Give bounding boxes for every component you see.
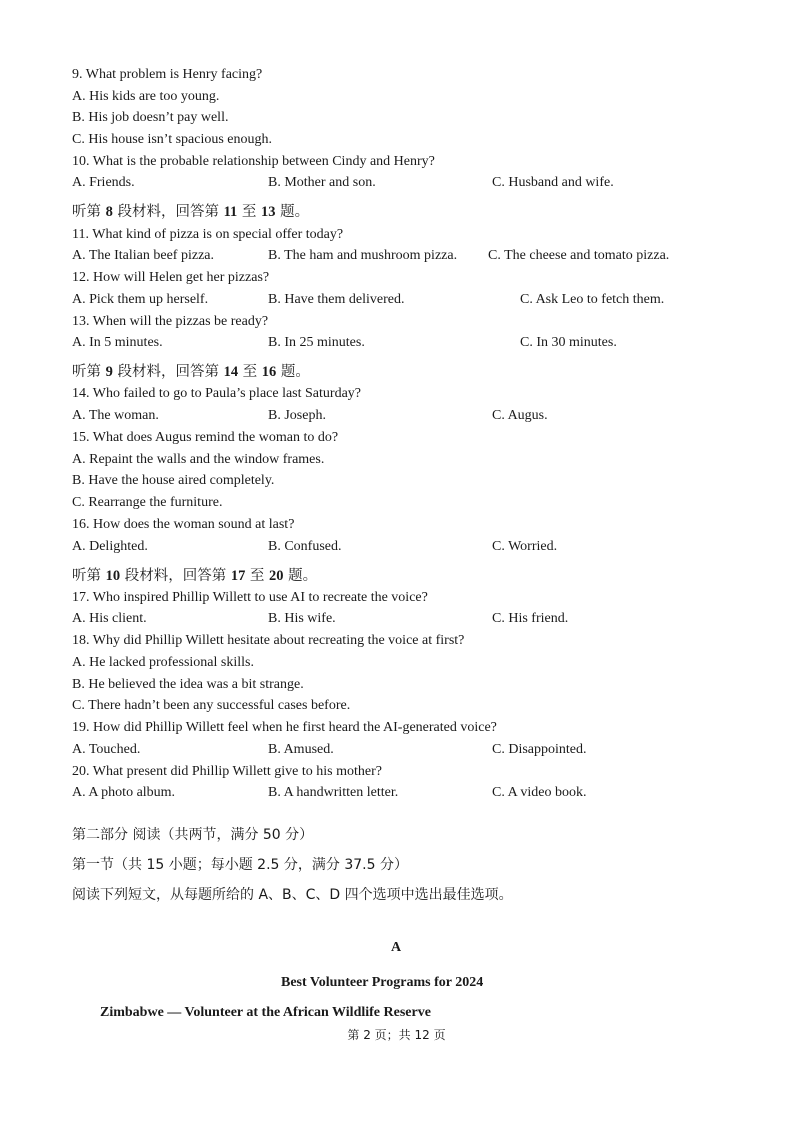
question-18: 18. Why did Phillip Willett hesitate about recreating the voice at first? [72,633,465,648]
q12-option-c: C. Ask Leo to fetch them. [520,292,665,307]
q11-option-c: C. The cheese and tomato pizza. [488,248,670,263]
q17-option-c: C. His friend. [492,611,569,626]
q10-option-c: C. Husband and wife. [492,175,614,190]
section-8-heading: 听第 8 段材料，回答第 11 至 13 题。 [72,204,310,220]
q11-option-b: B. The ham and mushroom pizza. [268,248,458,263]
q16-option-a: A. Delighted. [72,539,148,554]
question-11: 11. What kind of pizza is on special offer today? [72,227,344,242]
q16-option-c: C. Worried. [492,539,558,554]
q19-option-c: C. Disappointed. [492,742,587,757]
q15-option-a: A. Repaint the walls and the window frames. [72,452,325,467]
question-12: 12. How will Helen get her pizzas? [72,270,270,285]
q17-option-a: A. His client. [72,611,147,626]
q20-option-c: C. A video book. [492,785,587,800]
question-16: 16. How does the woman sound at last? [72,517,295,532]
passage-title: Best Volunteer Programs for 2024 [281,975,484,990]
part-2-title: 第二部分 阅读（共两节，满分 50 分） [72,827,314,843]
question-13: 13. When will the pizzas be ready? [72,314,269,329]
question-20: 20. What present did Phillip Willett give to his mother? [72,764,382,779]
q13-option-b: B. In 25 minutes. [268,335,365,350]
question-10: 10. What is the probable relationship between Cindy and Henry? [72,154,435,169]
q11-option-a: A. The Italian beef pizza. [72,248,215,263]
q14-option-c: C. Augus. [492,408,548,423]
q14-option-a: A. The woman. [72,408,159,423]
part-2-section-1: 第一节（共 15 小题；每小题 2.5 分，满分 37.5 分） [72,857,408,873]
q16-option-b: B. Confused. [268,539,342,554]
q9-option-a: A. His kids are too young. [72,89,220,104]
question-19: 19. How did Phillip Willett feel when he first heard the AI-generated voice? [72,720,497,735]
q9-option-c: C. His house isn’t spacious enough. [72,132,273,147]
q18-option-b: B. He believed the idea was a bit strange. [72,677,304,692]
q17-option-b: B. His wife. [268,611,336,626]
q19-option-a: A. Touched. [72,742,141,757]
passage-subheading: Zimbabwe — Volunteer at the African Wildlife Reserve [100,1005,431,1020]
q18-option-a: A. He lacked professional skills. [72,655,254,670]
q20-option-a: A. A photo album. [72,785,176,800]
question-9: 9. What problem is Henry facing? [72,67,263,82]
q18-option-c: C. There hadn’t been any successful cases before. [72,698,351,713]
q20-option-b: B. A handwritten letter. [268,785,399,800]
passage-letter: A [391,940,402,955]
question-15: 15. What does Augus remind the woman to do? [72,430,339,445]
q19-option-b: B. Amused. [268,742,334,757]
q12-option-b: B. Have them delivered. [268,292,405,307]
part-2-instruction: 阅读下列短文，从每题所给的 A、B、C、D 四个选项中选出最佳选项。 [72,887,513,903]
q10-option-a: A. Friends. [72,175,135,190]
q12-option-a: A. Pick them up herself. [72,292,209,307]
q13-option-a: A. In 5 minutes. [72,335,163,350]
section-9-heading: 听第 9 段材料，回答第 14 至 16 题。 [72,364,310,380]
q9-option-b: B. His job doesn’t pay well. [72,110,229,125]
q15-option-c: C. Rearrange the furniture. [72,495,223,510]
question-17: 17. Who inspired Phillip Willett to use AI to recreate the voice? [72,590,428,605]
q15-option-b: B. Have the house aired completely. [72,473,275,488]
q10-option-b: B. Mother and son. [268,175,376,190]
q14-option-b: B. Joseph. [268,408,326,423]
q13-option-c: C. In 30 minutes. [520,335,617,350]
section-10-heading: 听第 10 段材料，回答第 17 至 20 题。 [72,568,318,584]
question-14: 14. Who failed to go to Paula’s place last Saturday? [72,386,362,401]
page-footer: 第 2 页；共 12 页 [347,1028,446,1042]
